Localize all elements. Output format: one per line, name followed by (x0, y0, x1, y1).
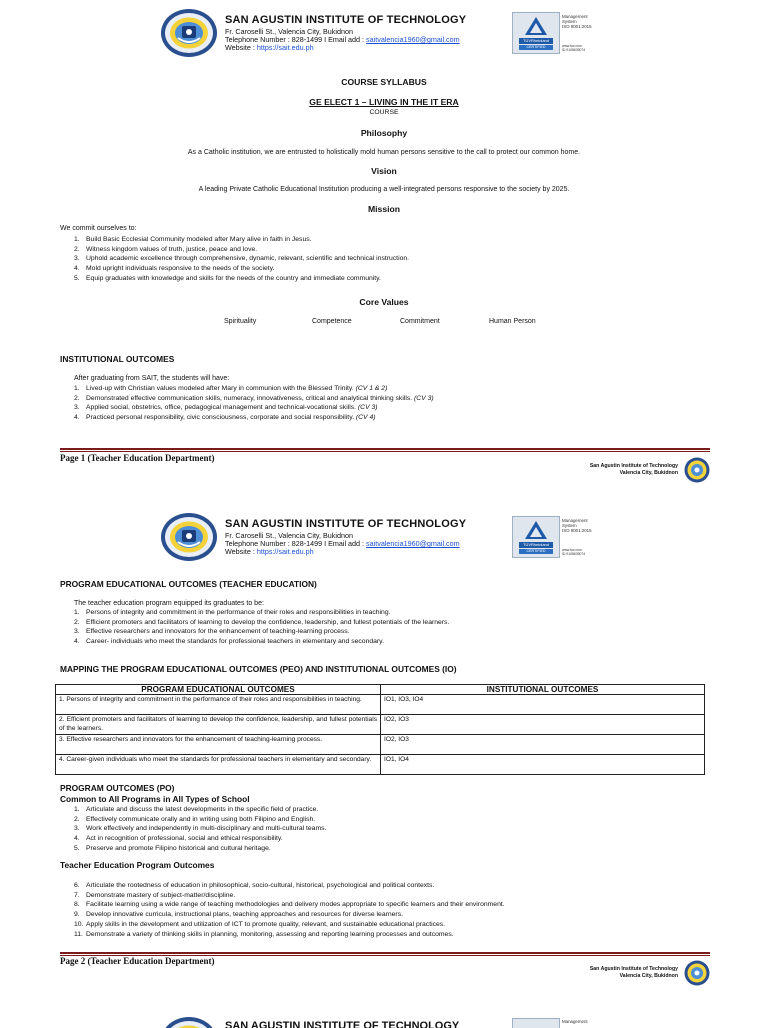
website-label: Website : (225, 43, 257, 52)
list-item: 4. Mold upright individuals responsive to the needs of the society. (74, 264, 409, 274)
peo-list (74, 608, 449, 647)
institution-address: Fr. Caroselli St., Valencia City, Bukidnon (225, 531, 353, 540)
syllabus-title: COURSE SYLLABUS (0, 77, 768, 87)
po-item-text: Articulate and discuss the latest developments in the specific field of practice. (86, 806, 318, 813)
cert-line: Management (562, 1019, 588, 1024)
peo-cell: 1. Persons of integrity and commitment in the performance of their roles and responsibilities in teaching. (56, 695, 381, 715)
iso-certification (512, 516, 606, 556)
website-link[interactable]: https://sait.edu.ph (257, 43, 314, 52)
mission-intro: We commit ourselves to: (60, 225, 137, 232)
peo-cell: 4. Career-given individuals who meet the standards for professional teachers in elementary and secondary. (56, 755, 381, 775)
tepo-item-text: Develop innovative curricula, instructional plans, teaching approaches and resources for diverse learners. (86, 911, 403, 918)
list-item: 4. Act in recognition of professional, social and ethical responsibility. (74, 834, 326, 844)
page-2 (0, 500, 768, 980)
io-cv-ref: (CV 1 & 2) (356, 385, 388, 392)
io-cell: IO1, IO4 (381, 755, 705, 775)
core-value-human-person: Human Person (489, 318, 536, 325)
cert-line: System (562, 19, 606, 24)
letterhead (160, 8, 606, 58)
philosophy-heading: Philosophy (0, 128, 768, 138)
peo-item-text: Persons of integrity and commitment in the performance of their roles and responsibilities in teaching. (86, 609, 391, 616)
page-1 (0, 0, 768, 500)
school-seal-logo (160, 8, 218, 58)
io-cell: IO2, IO3 (381, 735, 705, 755)
table-row (56, 715, 705, 735)
mission-item-text: Equip graduates with knowledge and skills for the needs of the country and immediate community. (86, 275, 381, 282)
tepo-heading: Teacher Education Program Outcomes (60, 860, 214, 870)
email-link[interactable]: saitvalencia1960@gmail.com (366, 539, 460, 548)
tuv-badge (512, 1018, 560, 1028)
peo-item-text: Effective researchers and innovators for the enhancement of teaching-learning process. (86, 628, 350, 635)
footer-line: San Agustin Institute of Technology (590, 966, 678, 973)
footer-line: San Agustin Institute of Technology (590, 463, 678, 470)
list-item: 2. Effectively communicate orally and in writing using both Filipino and English. (74, 815, 326, 825)
page-number: Page 1 (Teacher Education Department) (60, 453, 214, 463)
list-item: 4. Career- individuals who meet the standards for professional teachers in elementary and secondary. (74, 637, 449, 647)
mission-heading: Mission (0, 204, 768, 214)
page-number: Page 2 (Teacher Education Department) (60, 956, 214, 966)
list-item: 3. Work effectively and independently in multi-disciplinary and multi-cultural teams. (74, 824, 326, 834)
cert-small: www.tuv.com (562, 44, 606, 48)
io-intro: After graduating from SAIT, the students will have: (74, 375, 229, 382)
institution-name: SAN AGUSTIN INSTITUTE OF TECHNOLOGY (225, 1020, 459, 1028)
tepo-item-text: Demonstrate a variety of thinking skills in planning, monitoring, assessing and reporting learning processes and outcomes. (86, 931, 454, 938)
list-item: 1. Persons of integrity and commitment in the performance of their roles and responsibilities in teaching. (74, 608, 449, 618)
io-cell: IO1, IO3, IO4 (381, 695, 705, 715)
io-list (74, 384, 434, 423)
footer-seal-icon (684, 457, 710, 483)
tepo-list (74, 881, 505, 939)
io-cv-ref: (CV 3) (358, 404, 378, 411)
page-3-partial (0, 1008, 768, 1028)
institution-name: SAN AGUSTIN INSTITUTE OF TECHNOLOGY (225, 518, 466, 530)
item-number: 7. (74, 891, 86, 901)
list-item: 2. Efficient promoters and facilitators of learning to develop the confidence, leadership, and fullest potentials of the learners. (74, 618, 449, 628)
list-item: 1. Build Basic Ecclesial Community modeled after Mary alive in faith in Jesus. (74, 235, 409, 245)
mapping-heading: MAPPING THE PROGRAM EDUCATIONAL OUTCOMES (PEO) AND INSTITUTIONAL OUTCOMES (IO) (60, 664, 457, 674)
table-row (56, 755, 705, 775)
po-item-text: Act in recognition of professional, social and ethical responsibility. (86, 835, 283, 842)
phone-text: Telephone Number : 828-1499 I Email add : (225, 539, 366, 548)
table-row (56, 735, 705, 755)
cert-text (562, 14, 606, 52)
list-item (74, 881, 505, 891)
vision-text: A leading Private Catholic Educational Institution producing a well-integrated persons responsive to the society by 2025. (0, 186, 768, 193)
course-title: GE ELECT 1 – LIVING IN THE IT ERA (0, 97, 768, 107)
list-item: 3. Effective researchers and innovators for the enhancement of teaching-learning process. (74, 627, 449, 637)
peo-cell: 3. Effective researchers and innovators for the enhancement of teaching-learning process. (56, 735, 381, 755)
website-link[interactable]: https://sait.edu.ph (257, 547, 314, 556)
peo-item-text: Career- individuals who meet the standards for professional teachers in elementary and secondary. (86, 638, 384, 645)
list-item: 5. Equip graduates with knowledge and skills for the needs of the country and immediate community. (74, 274, 409, 284)
tepo-item-text: Articulate the rootedness of education in philosophical, socio-cultural, historical, psychological and political contexts. (86, 882, 434, 889)
peo-cell: 2. Efficient promoters and facilitators of learning to develop the confidence, leadership, and fullest potentials of the learners. (56, 715, 381, 735)
institution-website (225, 43, 314, 52)
tepo-item-text: Apply skills in the development and utilization of ICT to promote quality, relevant, and sustainable educational practices. (86, 921, 445, 928)
institution-name: SAN AGUSTIN INSTITUTE OF TECHNOLOGY (225, 14, 466, 26)
item-number: 11. (74, 930, 86, 940)
tuv-certified: CERTIFIED (519, 45, 553, 50)
po-subheading: Common to All Programs in All Types of School (60, 794, 250, 804)
po-list (74, 805, 326, 854)
website-label: Website : (225, 547, 257, 556)
footer-rule (60, 448, 710, 450)
cert-small: ID 9108639074 (562, 552, 606, 556)
footer-line: Valencia City, Bukidnon (590, 973, 678, 980)
tepo-item-text: Facilitate learning using a wide range of teaching methodologies and delivery modes appropriate to specific learners and their environment. (86, 901, 505, 908)
cert-line: Management (562, 14, 606, 19)
table-row (56, 695, 705, 715)
io-item-text: Practiced personal responsibility, civic consciousness, corporate and social responsibility. (86, 414, 354, 421)
list-item (74, 891, 505, 901)
footer-seal-icon (684, 960, 710, 986)
school-seal-logo (160, 512, 218, 562)
footer-institution (590, 966, 678, 980)
cert-small: www.tuv.com (562, 548, 606, 552)
peo-io-mapping-table (55, 684, 705, 775)
institution-website (225, 547, 314, 556)
footer-rule (60, 952, 710, 954)
table-header-row (56, 685, 705, 695)
mission-item-text: Mold upright individuals responsive to the needs of the society. (86, 265, 274, 272)
po-item-text: Work effectively and independently in multi-disciplinary and multi-cultural teams. (86, 825, 326, 832)
po-item-text: Preserve and promote Filipino historical and cultural heritage. (86, 845, 271, 852)
mission-item-text: Witness kingdom values of truth, justice, peace and love. (86, 246, 257, 253)
list-item: 4. Practiced personal responsibility, civic consciousness, corporate and social responsibility. (CV 4) (74, 413, 434, 423)
letterhead (160, 512, 606, 562)
core-value-competence: Competence (312, 318, 352, 325)
list-item: 1. Lived-up with Christian values modeled after Mary in communion with the Blessed Trinity. (CV 1 & 2) (74, 384, 434, 394)
list-item (74, 900, 505, 910)
tuv-name: TÜVRheinland (519, 542, 553, 548)
list-item: 5. Preserve and promote Filipino historical and cultural heritage. (74, 844, 326, 854)
footer-rule-thin (60, 451, 710, 452)
tuv-badge (512, 516, 560, 558)
cert-small: ID 9108639074 (562, 48, 606, 52)
io-item-text: Lived-up with Christian values modeled after Mary in communion with the Blessed Trinity. (86, 385, 354, 392)
cert-line: ISO 9001:2015 (562, 24, 606, 29)
philosophy-text: As a Catholic institution, we are entrusted to holistically mold human persons sensitive to the call to protect our common home. (0, 149, 768, 156)
column-header: INSTITUTIONAL OUTCOMES (381, 685, 705, 695)
list-item: 1. Articulate and discuss the latest developments in the specific field of practice. (74, 805, 326, 815)
list-item: 3. Applied social, obstetrics, office, pedagogical management and technical-vocational skills. (CV 3) (74, 403, 434, 413)
phone-text: Telephone Number : 828-1499 I Email add : (225, 35, 366, 44)
io-item-text: Demonstrated effective communication skills, numeracy, innovativeness, critical and analytical thinking skills. (86, 395, 412, 402)
item-number: 10. (74, 920, 86, 930)
course-label: COURSE (0, 109, 768, 116)
item-number: 9. (74, 910, 86, 920)
tuv-badge (512, 12, 560, 54)
school-seal-logo (160, 1016, 218, 1028)
list-item (74, 910, 505, 920)
column-header: PROGRAM EDUCATIONAL OUTCOMES (56, 685, 381, 695)
tepo-item-text: Demonstrate mastery of subject-matter/discipline. (86, 892, 235, 899)
core-value-commitment: Commitment (400, 318, 440, 325)
po-heading: PROGRAM OUTCOMES (PO) (60, 783, 174, 793)
peo-heading: PROGRAM EDUCATIONAL OUTCOMES (TEACHER EDUCATION) (60, 579, 317, 589)
iso-certification (512, 12, 606, 52)
institution-address: Fr. Caroselli St., Valencia City, Bukidnon (225, 27, 353, 36)
cert-line: System (562, 523, 606, 528)
list-item (74, 930, 505, 940)
tuv-certified: CERTIFIED (519, 549, 553, 554)
institutional-outcomes-heading: INSTITUTIONAL OUTCOMES (60, 354, 174, 364)
footer-line: Valencia City, Bukidnon (590, 470, 678, 477)
po-item-text: Effectively communicate orally and in writing using both Filipino and English. (86, 816, 315, 823)
list-item: 2. Demonstrated effective communication skills, numeracy, innovativeness, critical and analytical thinking skills. (CV 3) (74, 394, 434, 404)
cert-line: Management (562, 518, 606, 523)
mission-item-text: Build Basic Ecclesial Community modeled after Mary alive in faith in Jesus. (86, 236, 312, 243)
core-values-heading: Core Values (0, 297, 768, 307)
item-number: 6. (74, 881, 86, 891)
list-item: 3. Uphold academic excellence through comprehensive, dynamic, relevant, scientific and technical instruction. (74, 254, 409, 264)
peo-intro: The teacher education program equipped its graduates to be: (74, 600, 264, 607)
io-item-text: Applied social, obstetrics, office, pedagogical management and technical-vocational skills. (86, 404, 356, 411)
io-cv-ref: (CV 4) (356, 414, 376, 421)
cert-text (562, 518, 606, 556)
list-item: 2. Witness kingdom values of truth, justice, peace and love. (74, 245, 409, 255)
io-cell: IO2, IO3 (381, 715, 705, 735)
core-value-spirituality: Spirituality (224, 318, 256, 325)
peo-item-text: Efficient promoters and facilitators of learning to develop the confidence, leadership, and fullest potentials of the learners. (86, 619, 449, 626)
item-number: 8. (74, 900, 86, 910)
email-link[interactable]: saitvalencia1960@gmail.com (366, 35, 460, 44)
tuv-name: TÜVRheinland (519, 38, 553, 44)
footer-institution (590, 463, 678, 477)
io-cv-ref: (CV 3) (414, 395, 434, 402)
list-item (74, 920, 505, 930)
vision-heading: Vision (0, 166, 768, 176)
cert-line: ISO 9001:2015 (562, 528, 606, 533)
mission-list (74, 235, 409, 284)
mission-item-text: Uphold academic excellence through comprehensive, dynamic, relevant, scientific and technical instruction. (86, 255, 409, 262)
